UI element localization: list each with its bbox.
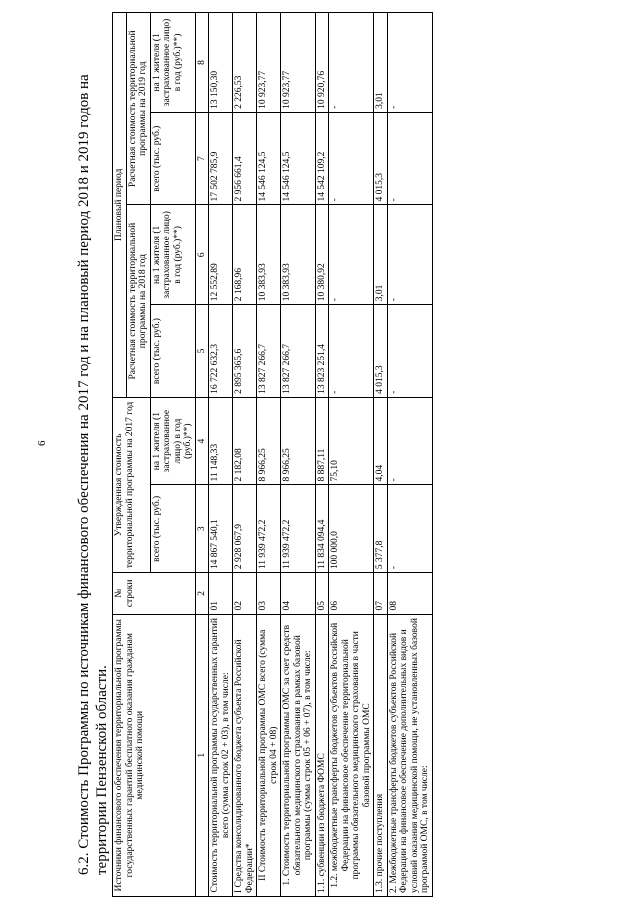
table-row [233, 13, 257, 897]
value-cell: 100 000,0 [329, 485, 374, 573]
header-calc-2019: Расчетная стоимость территориальной программы на 2019 год [126, 13, 150, 205]
value-cell: 10 380,92 [315, 205, 329, 305]
value-cell: 10 383,93 [281, 205, 316, 305]
header-source: Источники финансового обеспечения территориальной программы государственных гарантий бесплатного оказания гражданам медицинской помощи [113, 614, 196, 896]
row-number: 01 [209, 573, 233, 614]
column-number: 1 [195, 614, 209, 896]
row-source-name: 1.1. субвенции из бюджета ФОМС [315, 614, 329, 896]
column-number: 7 [195, 112, 209, 205]
header-approved-2017: Утвержденная стоимость территориальной программы на 2017 год [113, 397, 151, 572]
value-cell: 14 867 540,1 [209, 485, 233, 573]
document-title: 6.2. Стоимость Программы по источникам финансового обеспечения на 2017 год и на плановый период 2018 и 2019 годов на территории Пензенской области. [76, 74, 110, 875]
value-cell: 75,10 [329, 397, 374, 485]
column-number: 8 [195, 13, 209, 113]
value-cell: - [329, 13, 374, 113]
row-source-name: 1.2. межбюджетные трансферты бюджетов субъектов Российской Федерации на финансовое обеспечение территориальной программы обязательного медицинского страхования в части базовой программы ОМС [329, 614, 374, 896]
value-cell: 13 823 251,4 [315, 305, 329, 398]
column-number: 4 [195, 397, 209, 485]
value-cell: 13 827 266,7 [257, 305, 281, 398]
value-cell: - [387, 112, 432, 205]
row-source-name: 1.3. прочие поступления [374, 614, 388, 896]
value-cell: 11 939 472,2 [281, 485, 316, 573]
value-cell: 17 502 785,9 [209, 112, 233, 205]
financing-table [112, 12, 433, 897]
value-cell: 3,01 [374, 205, 388, 305]
value-cell: 16 722 632,3 [209, 305, 233, 398]
value-cell: 8 887,11 [315, 397, 329, 485]
value-cell: 4,04 [374, 397, 388, 485]
header-per-capita-2018: на 1 жителя (1 застрахованное лицо) в год (руб.)**) [150, 205, 195, 305]
value-cell: 2 956 661,4 [233, 112, 257, 205]
column-number: 6 [195, 205, 209, 305]
table-row [374, 13, 388, 897]
row-source-name: Стоимость территориальной программы государственных гарантий всего (сумма строк 02 + 03), в том числе: [209, 614, 233, 896]
value-cell: 10 923,77 [281, 13, 316, 113]
value-cell: 13 827 266,7 [281, 305, 316, 398]
header-per-capita-2017: на 1 жителя (1 застрахованное лицо) в год (руб.)**) [150, 397, 195, 485]
value-cell: - [387, 397, 432, 485]
value-cell: - [387, 485, 432, 573]
header-per-capita-2019: на 1 жителя (1 застрахованное лицо) в год (руб.)**) [150, 13, 195, 113]
value-cell: 12 552,89 [209, 205, 233, 305]
column-number-row [195, 13, 209, 897]
value-cell: - [387, 205, 432, 305]
table-row [209, 13, 233, 897]
row-source-name: 2. Межбюджетные трансферты бюджетов субъектов Российской Федерации на финансовое обеспечение дополнительных видов и условий оказания медицинской помощи, не установленных базовой программой ОМС, в том числе: [387, 614, 432, 896]
value-cell: 14 542 109,2 [315, 112, 329, 205]
column-number: 5 [195, 305, 209, 398]
header-row-no: № строки [113, 573, 196, 614]
row-number: 02 [233, 573, 257, 614]
row-number: 07 [374, 573, 388, 614]
row-source-name: II Стоимость территориальной программы ОМС всего (сумма строк 04 + 08) [257, 614, 281, 896]
table-row [387, 13, 432, 897]
page-number: 6 [36, 440, 48, 446]
value-cell: 11 148,33 [209, 397, 233, 485]
value-cell: - [329, 112, 374, 205]
table-row [257, 13, 281, 897]
value-cell: 2 226,53 [233, 13, 257, 113]
column-number: 3 [195, 485, 209, 573]
header-total-2018: всего (тыс. руб.) [150, 305, 195, 398]
value-cell: - [329, 205, 374, 305]
value-cell: 8 966,25 [281, 397, 316, 485]
value-cell: 11 939 472,2 [257, 485, 281, 573]
value-cell: 14 546 124,5 [257, 112, 281, 205]
value-cell: - [387, 305, 432, 398]
header-planned-period: Плановый период [113, 13, 127, 398]
header-total-2019: всего (тыс. руб.) [150, 112, 195, 205]
value-cell: 8 966,25 [257, 397, 281, 485]
row-number: 05 [315, 573, 329, 614]
value-cell: 4 015,3 [374, 305, 388, 398]
value-cell: 2 168,96 [233, 205, 257, 305]
value-cell: 4 015,3 [374, 112, 388, 205]
value-cell: - [387, 13, 432, 113]
value-cell: 10 383,93 [257, 205, 281, 305]
row-number: 08 [387, 573, 432, 614]
header-total-2017: всего (тыс. руб.) [150, 485, 195, 573]
row-source-name: I Средства консолидированного бюджета субъекта Российской Федерации* [233, 614, 257, 896]
row-number: 04 [281, 573, 316, 614]
value-cell: 14 546 124,5 [281, 112, 316, 205]
value-cell: 2 895 365,6 [233, 305, 257, 398]
table-row [329, 13, 374, 897]
value-cell: 3,01 [374, 13, 388, 113]
value-cell: 2 182,08 [233, 397, 257, 485]
row-number: 06 [329, 573, 374, 614]
value-cell: 13 150,30 [209, 13, 233, 113]
row-number: 03 [257, 573, 281, 614]
column-number: 2 [195, 573, 209, 614]
value-cell: 10 923,77 [257, 13, 281, 113]
value-cell: - [329, 305, 374, 398]
header-calc-2018: Расчетная стоимость территориальной программы на 2018 год [126, 205, 150, 397]
value-cell: 2 928 067,9 [233, 485, 257, 573]
row-source-name: 1. Стоимость территориальной программы ОМС за счет средств обязательного медицинского страхования в рамках базовой программы (сумма строк 05 + 06 + 07), в том числе: [281, 614, 316, 896]
table-row [315, 13, 329, 897]
table-row [281, 13, 316, 897]
value-cell: 11 834 094,4 [315, 485, 329, 573]
value-cell: 5 377,8 [374, 485, 388, 573]
value-cell: 10 920,76 [315, 13, 329, 113]
